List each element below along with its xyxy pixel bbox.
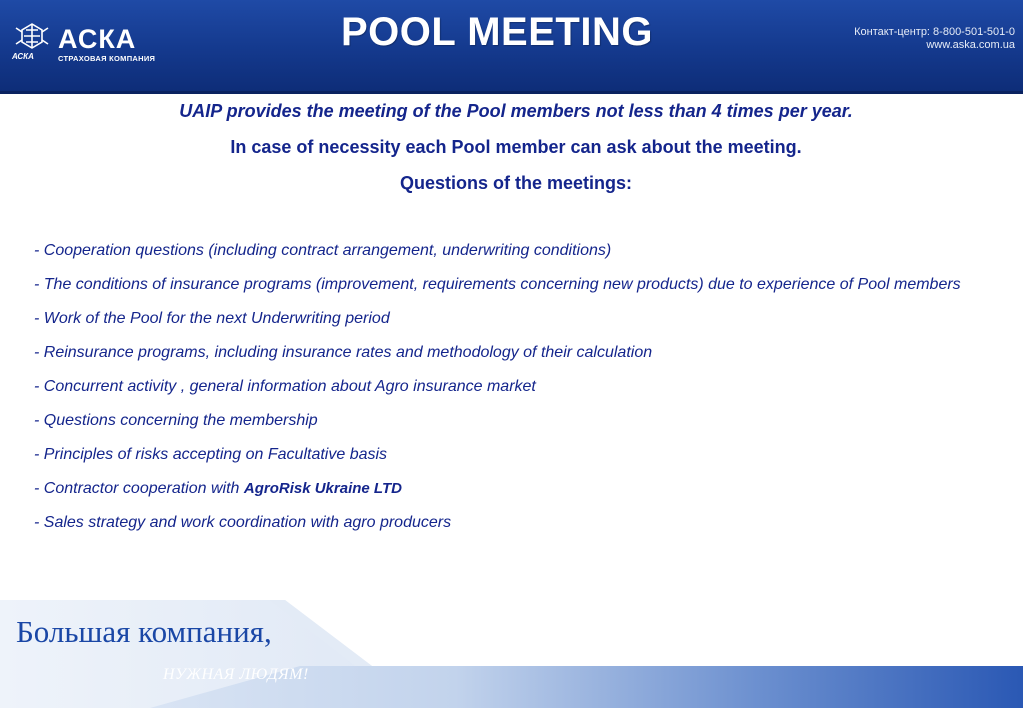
contact-info [854,26,1015,52]
topic-item: - Principles of risks accepting on Facultative basis [34,446,388,463]
topic-item: - Concurrent activity , general information about Agro insurance market [34,378,536,395]
meeting-topics-list [34,241,998,547]
topic-item-contractor [34,479,998,499]
intro-line-3: Questions of the meetings: [399,173,633,193]
contractor-brand: AgroRisk Ukraine LTD [243,480,402,497]
topic-contractor-text: - Contractor cooperation with [34,480,244,497]
logo-subtitle: СТРАХОВАЯ КОМПАНИЯ [58,54,156,63]
topic-item: - The conditions of insurance programs (improvement, requirements concerning new products) due to experience of Pool members [34,276,961,293]
topic-item: - Sales strategy and work coordination with agro producers [34,514,452,531]
slide-body [34,97,998,531]
topic-item: - Work of the Pool for the next Underwriting period [34,310,390,327]
intro-line-2: In case of necessity each Pool member can ask about the meeting. [230,137,802,157]
website-link[interactable]: www.aska.com.ua [926,39,1015,51]
page-title: POOL MEETING [341,10,653,54]
topic-item: - Cooperation questions (including contract arrangement, underwriting conditions) [34,242,612,259]
topic-item: - Questions concerning the membership [34,412,318,429]
footer-banner [0,600,1023,708]
intro-line-1: UAIP provides the meeting of the Pool members not less than 4 times per year. [179,101,853,121]
slogan-line-1: Большая компания, [16,614,272,649]
header-bar [0,0,1023,94]
contact-center-phone: Контакт-центр: 8-800-501-501-0 [854,26,1015,38]
slogan-line-2: НУЖНАЯ ЛЮДЯМ! [163,666,309,683]
company-logo[interactable] [12,22,156,66]
topic-item: - Reinsurance programs, including insurance rates and methodology of their calculation [34,344,653,361]
logo-wordmark: АСКА [58,24,137,54]
logo-emblem-caption: АСКА [12,52,34,61]
